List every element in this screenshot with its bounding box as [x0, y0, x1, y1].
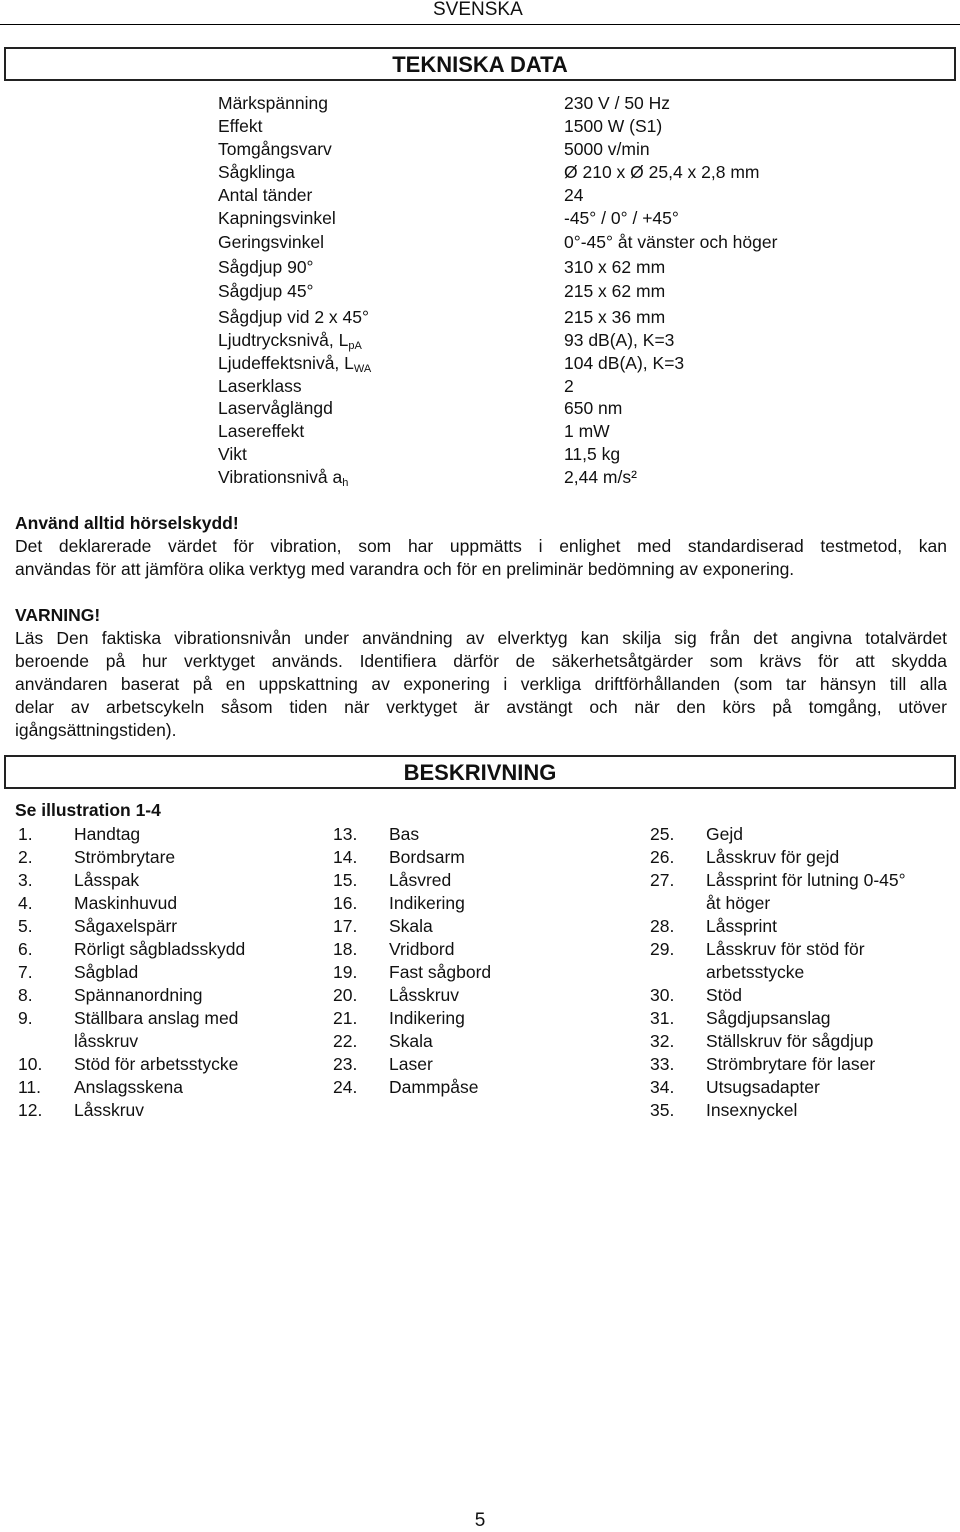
spec-label: Sågklinga: [218, 162, 295, 182]
paragraph-line: användas för att jämföra olika verktyg med varandra och för en preliminär bedömning av exponering.: [15, 559, 795, 579]
part-name: Maskinhuvud: [74, 893, 178, 913]
part-list-item: [650, 984, 950, 1007]
part-number: 34.: [650, 1077, 675, 1097]
spec-value: Ø 210 x Ø 25,4 x 2,8 mm: [564, 162, 760, 182]
spec-value: 650 nm: [564, 398, 623, 418]
spec-value: 230 V / 50 Hz: [564, 93, 671, 113]
spec-row: [0, 208, 960, 231]
spec-label: Sågdjup 90°: [218, 257, 314, 277]
spec-row: [0, 444, 960, 467]
part-list-item: [333, 892, 633, 915]
part-list-item: [650, 869, 950, 915]
part-number: 30.: [650, 985, 675, 1005]
part-name: låsskruv: [74, 1031, 139, 1051]
spec-row: [0, 421, 960, 444]
warning-title: VARNING!: [15, 605, 101, 625]
part-name: Låssprint: [706, 916, 778, 936]
spec-value: 2: [564, 376, 574, 396]
part-list-item: [333, 961, 633, 984]
paragraph-line: Det deklarerade värdet för vibration, som har uppmätts i enlighet med standardiserad testmetod, kan: [15, 536, 947, 556]
spec-label: Tomgångsvarv: [218, 139, 332, 159]
part-number: 22.: [333, 1031, 358, 1051]
warning-paragraph: [15, 627, 947, 742]
part-name: Anslagsskena: [74, 1077, 183, 1097]
part-number: 4.: [18, 893, 33, 913]
part-name: Låssprint för lutning 0-45°: [706, 870, 906, 890]
part-list-item: [333, 984, 633, 1007]
language-header: [0, 0, 960, 25]
spec-label: Laservåglängd: [218, 398, 333, 418]
part-number: 13.: [333, 824, 358, 844]
spec-row: [0, 398, 960, 421]
part-name: Låsskruv för gejd: [706, 847, 840, 867]
part-name: Låsskruv: [389, 985, 460, 1005]
spec-value: 1 mW: [564, 421, 610, 441]
part-name: arbetsstycke: [706, 962, 805, 982]
spec-value: 24: [564, 185, 584, 205]
part-list-item: [18, 869, 318, 892]
part-list-item: [650, 1099, 950, 1122]
language-label: SVENSKA: [433, 0, 523, 20]
spec-row: [0, 330, 960, 353]
paragraph-line: igångsättningstiden).: [15, 720, 177, 740]
part-list-item: [18, 915, 318, 938]
part-list-item: [18, 1076, 318, 1099]
part-number: 35.: [650, 1100, 675, 1120]
part-list-item: [650, 1007, 950, 1030]
part-name: Sågdjupsanslag: [706, 1008, 831, 1028]
part-list-item: [333, 823, 633, 846]
spec-label: Antal tänder: [218, 185, 313, 205]
part-number: 31.: [650, 1008, 675, 1028]
spec-value: 215 x 62 mm: [564, 281, 666, 301]
part-list-item: [333, 1076, 633, 1099]
part-number: 26.: [650, 847, 675, 867]
part-number: 33.: [650, 1054, 675, 1074]
part-number: 20.: [333, 985, 358, 1005]
page-number: 5: [474, 1510, 486, 1531]
part-name: Skala: [389, 916, 433, 936]
part-number: 21.: [333, 1008, 358, 1028]
part-number: 27.: [650, 870, 675, 890]
paragraph-line: beroende på hur verktyget används. Identifiera därför de säkerhetsåtgärder som krävs för att skydda: [15, 651, 947, 671]
spec-row: [0, 162, 960, 185]
spec-label: Kapningsvinkel: [218, 208, 336, 228]
part-list-item: [18, 892, 318, 915]
spec-label: Märkspänning: [218, 93, 328, 113]
spec-row: [0, 232, 960, 255]
part-number: 32.: [650, 1031, 675, 1051]
spec-row: [0, 467, 960, 490]
spec-row: [0, 116, 960, 139]
part-list-item: [333, 915, 633, 938]
part-name: Insexnyckel: [706, 1100, 798, 1120]
part-name: Låsskruv för stöd för: [706, 939, 865, 959]
part-name: Skala: [389, 1031, 433, 1051]
part-list-item: [650, 1053, 950, 1076]
part-name: Ställskruv för sågdjup: [706, 1031, 874, 1051]
part-list-item: [333, 1053, 633, 1076]
spec-row: [0, 281, 960, 304]
tech-data-heading-box: [4, 47, 956, 81]
part-list-item: [18, 938, 318, 961]
part-list-item: [333, 1030, 633, 1053]
spec-label-subscript: pA: [348, 340, 362, 352]
spec-value: -45° / 0° / +45°: [564, 208, 679, 228]
spec-label: Geringsvinkel: [218, 232, 325, 252]
part-name: Stöd för arbetsstycke: [74, 1054, 239, 1074]
part-name: Låsvred: [389, 870, 452, 890]
part-list-item: [333, 938, 633, 961]
part-number: 11.: [18, 1077, 42, 1097]
parts-list-column-1: [18, 823, 318, 1122]
spec-value: 93 dB(A), K=3: [564, 330, 675, 350]
part-number: 17.: [333, 916, 358, 936]
part-name: Sågaxelspärr: [74, 916, 178, 936]
part-name: Rörligt sågbladsskydd: [74, 939, 246, 959]
spec-value: 215 x 36 mm: [564, 307, 666, 327]
parts-list-column-2: [333, 823, 633, 1099]
part-list-item: [650, 915, 950, 938]
spec-label-subscript: h: [342, 477, 349, 489]
part-name: Dammpåse: [389, 1077, 479, 1097]
part-list-item: [18, 961, 318, 984]
spec-value: 2,44 m/s²: [564, 467, 637, 487]
part-list-item: [18, 1053, 318, 1076]
part-name: Vridbord: [389, 939, 455, 959]
part-number: 19.: [333, 962, 358, 982]
part-number: 12.: [18, 1100, 43, 1120]
part-number: 6.: [18, 939, 33, 959]
part-list-item: [18, 823, 318, 846]
part-number: 7.: [18, 962, 33, 982]
spec-value: 0°-45° åt vänster och höger: [564, 232, 778, 252]
part-list-item: [18, 984, 318, 1007]
spec-label: Lasereffekt: [218, 421, 305, 441]
spec-value: 5000 v/min: [564, 139, 650, 159]
paragraph-line: Läs Den faktiska vibrationsnivån under användning av elverktyg kan skilja sig från det angivna totalvärdet: [15, 628, 947, 648]
part-number: 10.: [18, 1054, 43, 1074]
part-list-item: [650, 1076, 950, 1099]
part-list-item: [650, 1030, 950, 1053]
part-list-item: [18, 846, 318, 869]
spec-label: Effekt: [218, 116, 263, 136]
part-name: Indikering: [389, 893, 465, 913]
spec-row: [0, 353, 960, 376]
part-list-item: [650, 846, 950, 869]
spec-label: Sågdjup vid 2 x 45°: [218, 307, 369, 327]
description-title: BESKRIVNING: [403, 760, 557, 785]
part-list-item: [650, 938, 950, 984]
spec-value: 1500 W (S1): [564, 116, 663, 136]
spec-label: Vibrationsnivå $a_h$: [218, 467, 349, 489]
vibration-paragraph: [15, 535, 947, 581]
part-number: 9.: [18, 1008, 33, 1028]
spec-value: 104 dB(A), K=3: [564, 353, 685, 373]
spec-row: [0, 307, 960, 330]
spec-label: Sågdjup 45°: [218, 281, 314, 301]
part-number: 24.: [333, 1077, 358, 1097]
part-name: Låsskruv: [74, 1100, 145, 1120]
part-name: Utsugsadapter: [706, 1077, 820, 1097]
part-list-item: [18, 1099, 318, 1122]
spec-label: Ljudtrycksnivå, $L_{pA}$: [218, 330, 362, 352]
part-number: 28.: [650, 916, 675, 936]
part-number: 23.: [333, 1054, 358, 1074]
tech-data-title: TEKNISKA DATA: [392, 52, 568, 77]
spec-row: [0, 139, 960, 162]
part-number: 14.: [333, 847, 358, 867]
paragraph-line: användaren baserat på en uppskattning av exponering i verkliga driftförhållanden (som tar hänsyn till alla: [15, 674, 947, 694]
spec-label: Laserklass: [218, 376, 302, 396]
spec-label-subscript: WA: [353, 363, 372, 375]
part-name: Bas: [389, 824, 420, 844]
spec-value: 11,5 kg: [564, 444, 621, 464]
part-number: 29.: [650, 939, 675, 959]
part-name: Bordsarm: [389, 847, 465, 867]
part-number: 5.: [18, 916, 33, 936]
part-name: Spännanordning: [74, 985, 203, 1005]
part-number: 16.: [333, 893, 358, 913]
part-name: Låsspak: [74, 870, 140, 890]
paragraph-line: delar av arbetscykeln såsom tiden när verktyget är avstängt och när den körs på tomgång, utöver: [15, 697, 947, 717]
illustration-ref: Se illustration 1-4: [15, 800, 161, 820]
part-list-item: [333, 869, 633, 892]
part-number: 2.: [18, 847, 33, 867]
part-number: 18.: [333, 939, 358, 959]
part-name: Gejd: [706, 824, 743, 844]
part-list-item: [333, 846, 633, 869]
spec-row: [0, 376, 960, 399]
spec-row: [0, 185, 960, 208]
part-name: Handtag: [74, 824, 141, 844]
part-name: Fast sågbord: [389, 962, 492, 982]
part-name: Strömbrytare för laser: [706, 1054, 876, 1074]
part-name: Stöd: [706, 985, 742, 1005]
part-name: Sågblad: [74, 962, 139, 982]
spec-value: 310 x 62 mm: [564, 257, 666, 277]
part-name: Ställbara anslag med: [74, 1008, 239, 1028]
part-number: 1.: [18, 824, 33, 844]
description-heading-box: [4, 755, 956, 789]
spec-label: Ljudeffektsnivå, $L_{WA}$: [218, 353, 372, 375]
parts-list-column-3: [650, 823, 950, 1122]
part-name: åt höger: [706, 893, 771, 913]
part-number: 8.: [18, 985, 33, 1005]
part-list-item: [650, 823, 950, 846]
part-name: Laser: [389, 1054, 433, 1074]
spec-label: Vikt: [218, 444, 247, 464]
part-name: Strömbrytare: [74, 847, 176, 867]
part-list-item: [18, 1007, 318, 1053]
spec-row: [0, 93, 960, 116]
part-list-item: [333, 1007, 633, 1030]
hearing-note: Använd alltid hörselskydd!: [15, 513, 239, 533]
spec-row: [0, 257, 960, 280]
part-number: 15.: [333, 870, 358, 890]
part-name: Indikering: [389, 1008, 465, 1028]
part-number: 25.: [650, 824, 675, 844]
part-number: 3.: [18, 870, 33, 890]
